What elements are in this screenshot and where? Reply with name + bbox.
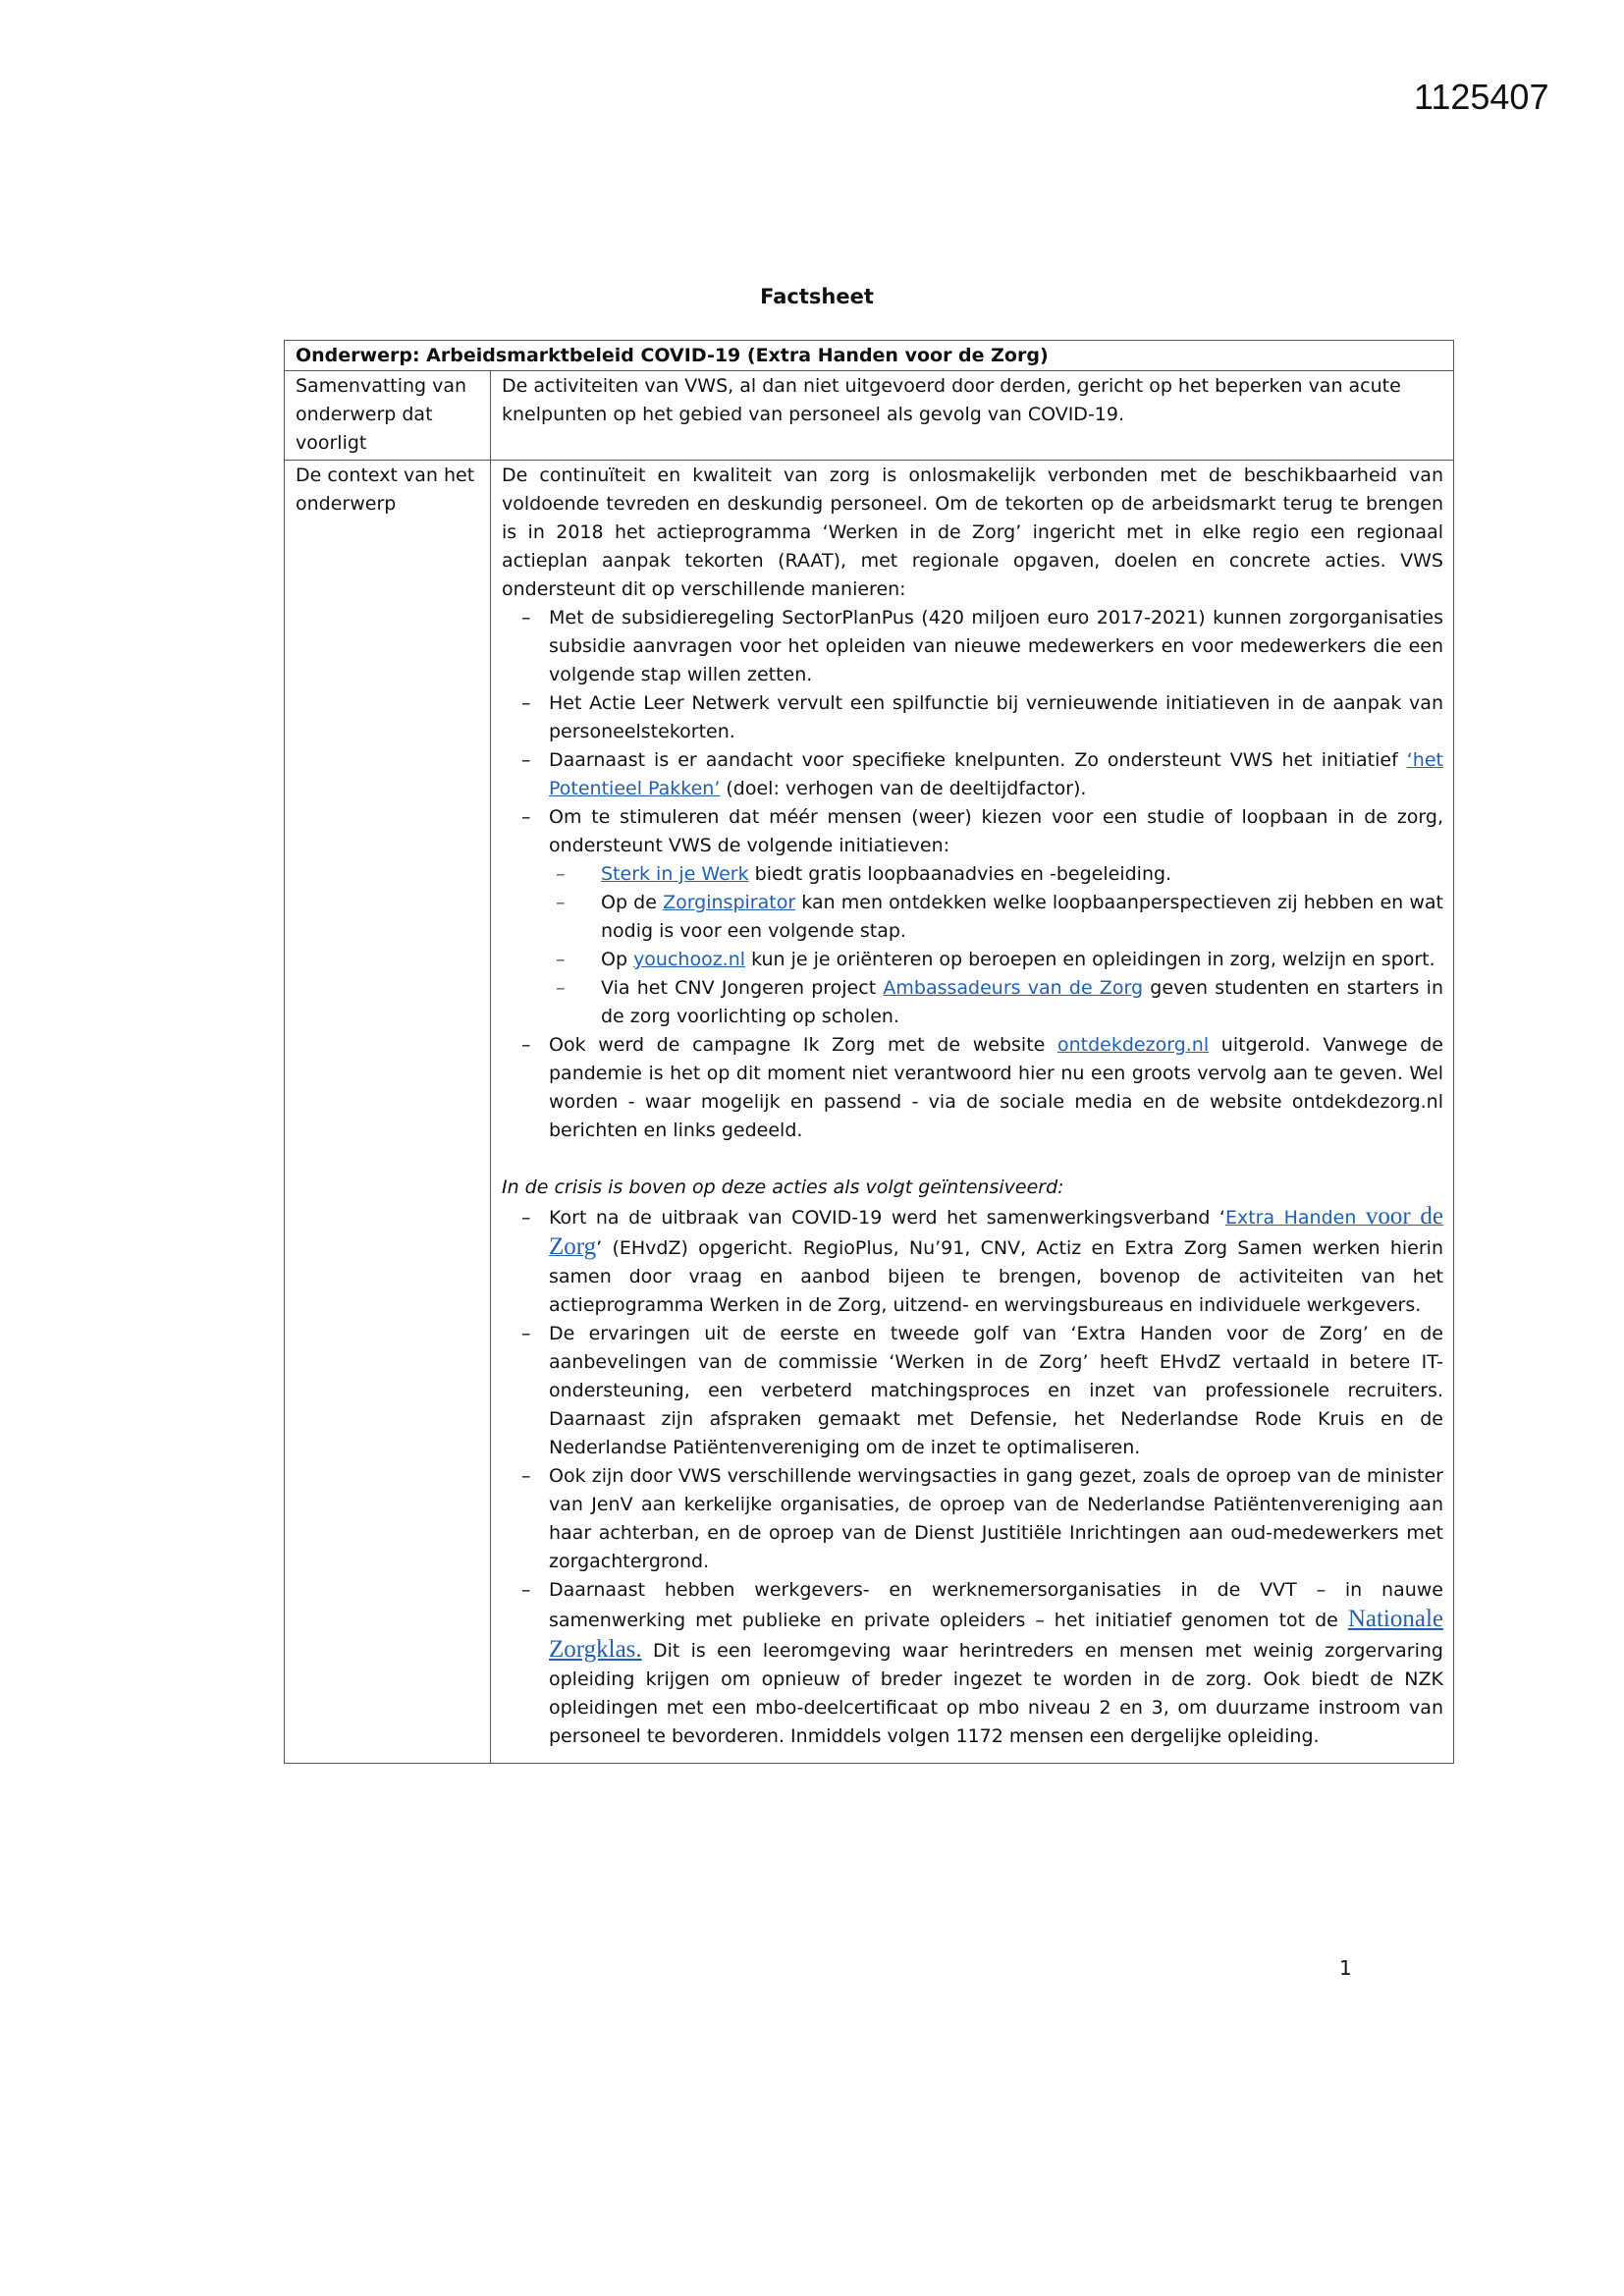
nationale-zorgklas-link[interactable]: Nationale Zorgklas. — [549, 1606, 1443, 1663]
list-item: – Met de subsidieregeling SectorPlanPus (420 miljoen euro 2017-2021) kunnen zorgorganisaties subsidie aanvragen voor het opleiden van nieuwe medewerkers en voor medewerkers die een volgende stap willen zetten. — [521, 607, 1443, 685]
list-item: – Daarnaast is er aandacht voor specifieke knelpunten. Zo ondersteunt VWS het initiatief ‘het Potentieel Pakken’ (doel: verhogen van de deeltijdfactor). — [521, 749, 1443, 799]
summary-text: De activiteiten van VWS, al dan niet uitgevoerd door derden, gericht op het beperken van acute knelpunten op het gebied van personeel als gevolg van COVID-19. — [491, 371, 1454, 461]
list-item: – Om te stimuleren dat méér mensen (weer) kiezen voor een studie of loopbaan in de zorg, ondersteunt VWS de volgende initiatieven: — [521, 806, 1443, 856]
sub-list-item: – Op de Zorginspirator kan men ontdekken welke loopbaanperspectieven zij hebben en wat nodig is voor een volgende stap. — [556, 892, 1443, 942]
list-item: – Het Actie Leer Netwerk vervult een spilfunctie bij vernieuwende initiatieven in de aanpak van personeelstekorten. — [521, 692, 1443, 742]
sterk-in-je-werk-link[interactable]: Sterk in je Werk — [601, 863, 749, 885]
list-item: – Ook werd de campagne Ik Zorg met de website ontdekdezorg.nl uitgerold. Vanwege de pandemie is het op dit moment niet verantwoord hier nu een groots vervolg aan te geven. Wel worden - waar mogelijk en passend - via de sociale media en de website ontdekdezorg.nl berichten en links gedeeld. — [521, 1034, 1443, 1141]
summary-label: Samenvatting van onderwerp dat voorligt — [285, 371, 491, 461]
list-item: – De ervaringen uit de eerste en tweede golf van ‘Extra Handen voor de Zorg’ en de aanbevelingen van de commissie ‘Werken in de Zorg’ heeft EHvdZ vertaald in betere IT-ondersteuning, een verbeterd matchingsproces en inzet van professionele recruiters. Daarnaast zijn afspraken gemaakt met Defensie, het Nederlandse Rode Kruis en de Nederlandse Patiëntenvereniging om de inzet te optimaliseren. — [521, 1323, 1443, 1458]
sub-list-item: – Sterk in je Werk biedt gratis loopbaanadvies en -begeleiding. — [556, 863, 1172, 885]
potentieel-pakken-link[interactable]: ‘het Potentieel Pakken’ — [549, 749, 1443, 799]
document-number: 1125407 — [1414, 77, 1549, 117]
page-number: 1 — [1339, 1956, 1352, 1980]
page-title: Factsheet — [760, 285, 874, 308]
ontdekdezorg-link[interactable]: ontdekdezorg.nl — [1057, 1034, 1210, 1056]
zorginspirator-link[interactable]: Zorginspirator — [663, 892, 796, 913]
crisis-heading: In de crisis is boven op deze acties als volgt geïntensiveerd: — [502, 1176, 1064, 1198]
context-label: De context van het onderwerp — [285, 461, 491, 1764]
sub-list-item: – Via het CNV Jongeren project Ambassadeurs van de Zorg geven studenten en starters in de zorg voorlichting op scholen. — [556, 977, 1443, 1027]
list-item: – Kort na de uitbraak van COVID-19 werd het samenwerkingsverband ‘Extra Handen voor de Zorg’ (EHvdZ) opgericht. RegioPlus, Nu’91, CNV, Actiz en Extra Zorg Samen werken hierin samen door vraag en aanbod bijeen te brengen, bovenop de activiteiten van het actieprogramma Werken in de Zorg, uitzend- en wervingsbureaus en individuele werkgevers. — [521, 1203, 1444, 1316]
context-cell — [491, 461, 1454, 1764]
list-item: – Ook zijn door VWS verschillende wervingsacties in gang gezet, zoals de oproep van de minister van JenV aan kerkelijke organisaties, de oproep van de Nederlandse Patiëntenvereniging aan haar achterban, en de oproep van de Dienst Justitiële Inrichtingen aan oud-medewerkers met zorgachtergrond. — [521, 1465, 1443, 1572]
factsheet-table — [284, 340, 1454, 1764]
ambassadeurs-link[interactable]: Ambassadeurs van de Zorg — [883, 977, 1144, 999]
youchooz-link[interactable]: youchooz.nl — [633, 949, 746, 970]
context-intro: De continuïteit en kwaliteit van zorg is onlosmakelijk verbonden met de beschikbaarheid van voldoende tevreden en deskundig personeel. Om de tekorten op de arbeidsmarkt terug te brengen is in 2018 het actieprogramma ‘Werken in de Zorg’ ingericht met in elke regio een regionaal actieplan aanpak tekorten (RAAT), met regionale opgaven, doelen en concrete acties. VWS ondersteunt dit op verschillende manieren: — [502, 465, 1443, 600]
list-item: – Daarnaast hebben werkgevers- en werknemersorganisaties in de VVT – in nauwe samenwerking met publieke en private opleiders – het initiatief genomen tot de Nationale Zorgklas. Dit is een leeromgeving waar herintreders en mensen met weinig zorgervaring opleiding krijgen om opnieuw of breder ingezet te worden in de zorg. Ook biedt de NZK opleidingen met een mbo-deelcertificaat op mbo niveau 2 en 3, om duurzame instroom van personeel te bevorderen. Inmiddels volgen 1172 mensen een dergelijke opleiding. — [521, 1579, 1443, 1747]
subject-header: Onderwerp: Arbeidsmarktbeleid COVID-19 (Extra Handen voor de Zorg) — [285, 341, 1454, 371]
sub-list-item: – Op youchooz.nl kun je je oriënteren op beroepen en opleidingen in zorg, welzijn en sport. — [556, 949, 1435, 970]
extra-handen-link[interactable]: Extra Handen voor de Zorg — [549, 1203, 1444, 1260]
